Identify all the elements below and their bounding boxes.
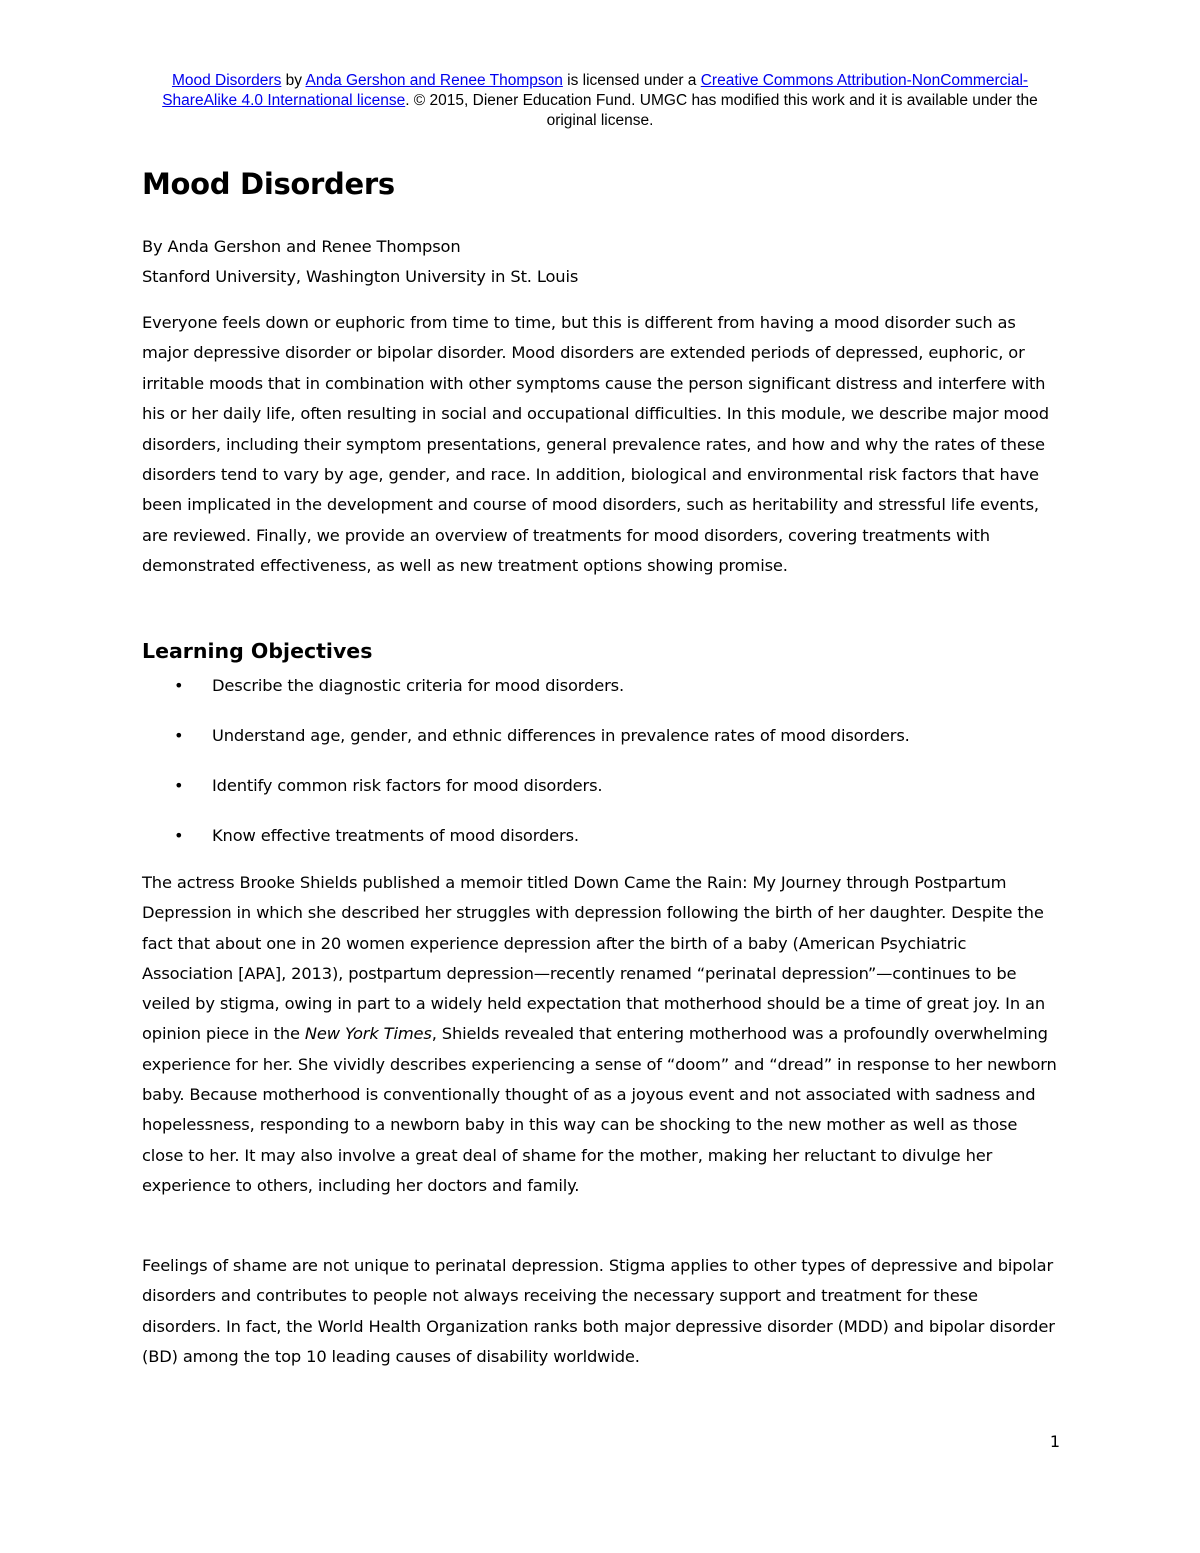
body-paragraph-stigma: Feelings of shame are not unique to perinatal depression. Stigma applies to other types of depressive and bipolar disorders and contributes to people not always receiving the necessary support and treatment for these disorders. In fact, the World Health Organization ranks both major depressive disorder (MDD) and bipolar disorder (BD) among the top 10 leading causes of disability worldwide. [142,1256,1055,1366]
license-rest-text: . © 2015, Diener Education Fund. UMGC has modified this work and it is available under the original license. [405,92,1038,129]
document-title: Mood Disorders [142,167,395,201]
new-york-times-title: New York Times [304,1024,432,1044]
bullet-icon: • [174,676,184,695]
objective-text: Describe the diagnostic criteria for mood disorders. [212,676,624,695]
byline-affiliation: Stanford University, Washington University in St. Louis [142,267,579,286]
byline [142,232,578,292]
authors-link[interactable]: Anda Gershon and Renee Thompson [305,72,563,89]
bullet-icon: • [174,776,184,795]
license-notice [140,71,1060,131]
abstract-paragraph: Everyone feels down or euphoric from time to time, but this is different from having a mood disorder such as major depressive disorder or bipolar disorder. Mood disorders are extended periods of depressed, euphoric, or irritable moods that in combination with other symptoms cause the person significant distress and interfere with his or her daily life, often resulting in social and occupational difficulties. In this module, we describe major mood disorders, including their symptom presentations, general prevalence rates, and how and why the rates of these disorders tend to vary by age, gender, and race. In addition, biological and environmental risk factors that have been implicated in the development and course of mood disorders, such as heritability and stressful life events, are reviewed. Finally, we provide an overview of treatments for mood disorders, covering treatments with demonstrated effectiveness, as well as new treatment options showing promise. [142,313,1049,576]
list-item [142,720,1058,770]
paragraph-text: , Shields revealed that entering motherhood was a profoundly overwhelming experience for her. She vividly describes experiencing a sense of “doom” and “dread” in response to her newborn baby. Because motherhood is conventionally thought of as a joyous event and not associated with sadness and hopelessness, responding to a newborn baby in this way can be shocking to the new mother as well as those close to her. It may also involve a great deal of shame for the mother, making her reluctant to divulge her experience to others, including her doctors and family. [142,1024,1057,1195]
objective-text: Know effective treatments of mood disorders. [212,826,579,845]
page-number: 1 [1049,1432,1060,1451]
list-item [142,670,1058,720]
objective-text: Identify common risk factors for mood disorders. [212,776,603,795]
objective-text: Understand age, gender, and ethnic differences in prevalence rates of mood disorders. [212,726,910,745]
paragraph-text: The actress Brooke Shields published a memoir titled Down Came the Rain: My Journey through Postpartum Depression in which she described her struggles with depression following the birth of her daughter. Despite the fact that about one in 20 women experience depression after the birth of a baby (American Psychiatric Association [APA], 2013), postpartum depression—recently renamed “perinatal depression”—continues to be veiled by stigma, owing in part to a widely held expectation that motherhood should be a time of great joy. In an opinion piece in the [142,873,1046,1044]
bullet-icon: • [174,726,184,745]
learning-objectives-heading: Learning Objectives [142,639,373,663]
license-by-text: by [281,72,306,89]
list-item [142,820,1058,870]
learning-objectives-list [142,670,1058,870]
bullet-icon: • [174,826,184,845]
license-licensed-text: is licensed under a [562,72,701,89]
mood-disorders-link[interactable]: Mood Disorders [171,72,282,89]
byline-authors: By Anda Gershon and Renee Thompson [142,237,461,256]
list-item [142,770,1058,820]
body-paragraph-brooke-shields [142,868,1058,1201]
creative-commons-link[interactable]: Creative Commons Attribution-NonCommercial-ShareAlike 4.0 International license [162,72,1029,109]
